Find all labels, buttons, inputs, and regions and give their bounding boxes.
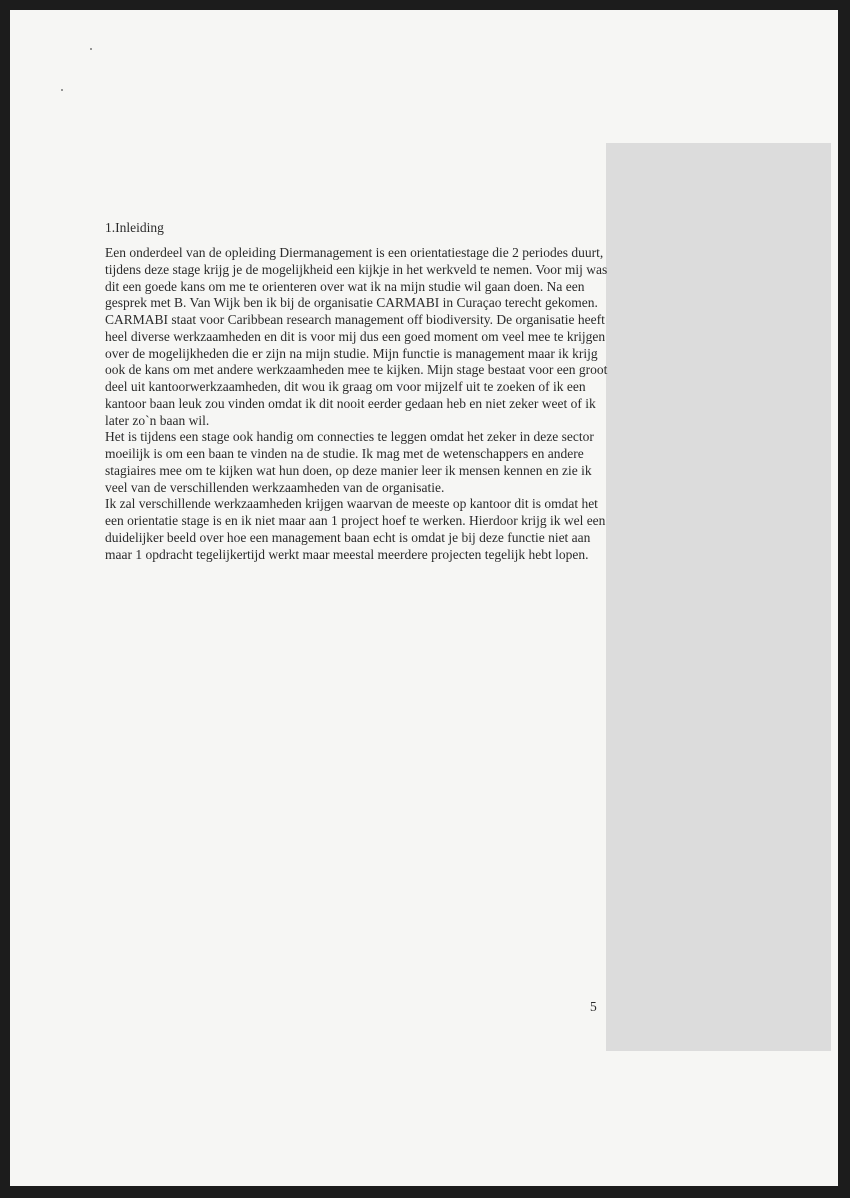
scan-speck <box>61 89 63 91</box>
text-line: moeilijk is om een baan te vinden na de studie. Ik mag met de wetenschappers en andere <box>105 446 584 461</box>
body-text <box>105 245 607 563</box>
page-number: 5 <box>590 999 597 1014</box>
section-heading: 1.Inleiding <box>105 220 164 235</box>
text-line: stagiaires mee om te kijken wat hun doen, op deze manier leer ik mensen kennen en zie ik <box>105 462 592 478</box>
text-line: ook de kans om met andere werkzaamheden mee te kijken. Mijn stage bestaat voor een groot <box>105 362 608 378</box>
text-line: Het is tijdens een stage ook handig om connecties te leggen omdat het zeker in deze sector <box>105 429 594 445</box>
text-line: heel diverse werkzaamheden en dit is voor mij dus een goed moment om veel mee te krijgen <box>105 328 606 344</box>
side-panel <box>606 143 831 1051</box>
scan-speck <box>90 48 92 50</box>
text-line: tijdens deze stage krijg je de mogelijkheid een kijkje in het werkveld te nemen. Voor mij was <box>105 261 608 277</box>
text-line: veel van de verschillenden werkzaamheden van de organisatie. <box>105 479 445 495</box>
text-line: maar 1 opdracht tegelijkertijd werkt maar meestal meerdere projecten tegelijk hebt lopen. <box>105 546 589 562</box>
text-line: Ik zal verschillende werkzaamheden krijgen waarvan de meeste op kantoor dit is omdat het <box>105 496 598 512</box>
text-line: kantoor baan leuk zou vinden omdat ik dit nooit eerder gedaan heb en niet zeker weet of ik <box>105 395 596 411</box>
text-line: deel uit kantoorwerkzaamheden, dit wou ik graag om voor mijzelf uit te zoeken of ik een <box>105 379 586 394</box>
text-line: later zo`n baan wil. <box>105 412 210 428</box>
text-line: Een onderdeel van de opleiding Diermanagement is een orientatiestage die 2 periodes duurt, <box>105 245 604 260</box>
document-page <box>10 10 838 1186</box>
text-line: CARMABI staat voor Caribbean research management off biodiversity. De organisatie heeft <box>105 312 605 327</box>
text-line: over de mogelijkheden die er zijn na mijn studie. Mijn functie is management maar ik krijg <box>105 345 598 361</box>
text-line: een orientatie stage is en ik niet maar aan 1 project hoef te werken. Hierdoor krijg ik wel een <box>105 513 606 528</box>
text-line: duidelijker beeld over hoe een management baan echt is omdat je bij deze functie niet aan <box>105 529 591 545</box>
text-line: gesprek met B. Van Wijk ben ik bij de organisatie CARMABI in Curaçao terecht gekomen. <box>105 295 598 311</box>
text-line: dit een goede kans om me te orienteren over wat ik na mijn studie wil gaan doen. Na een <box>105 278 585 294</box>
